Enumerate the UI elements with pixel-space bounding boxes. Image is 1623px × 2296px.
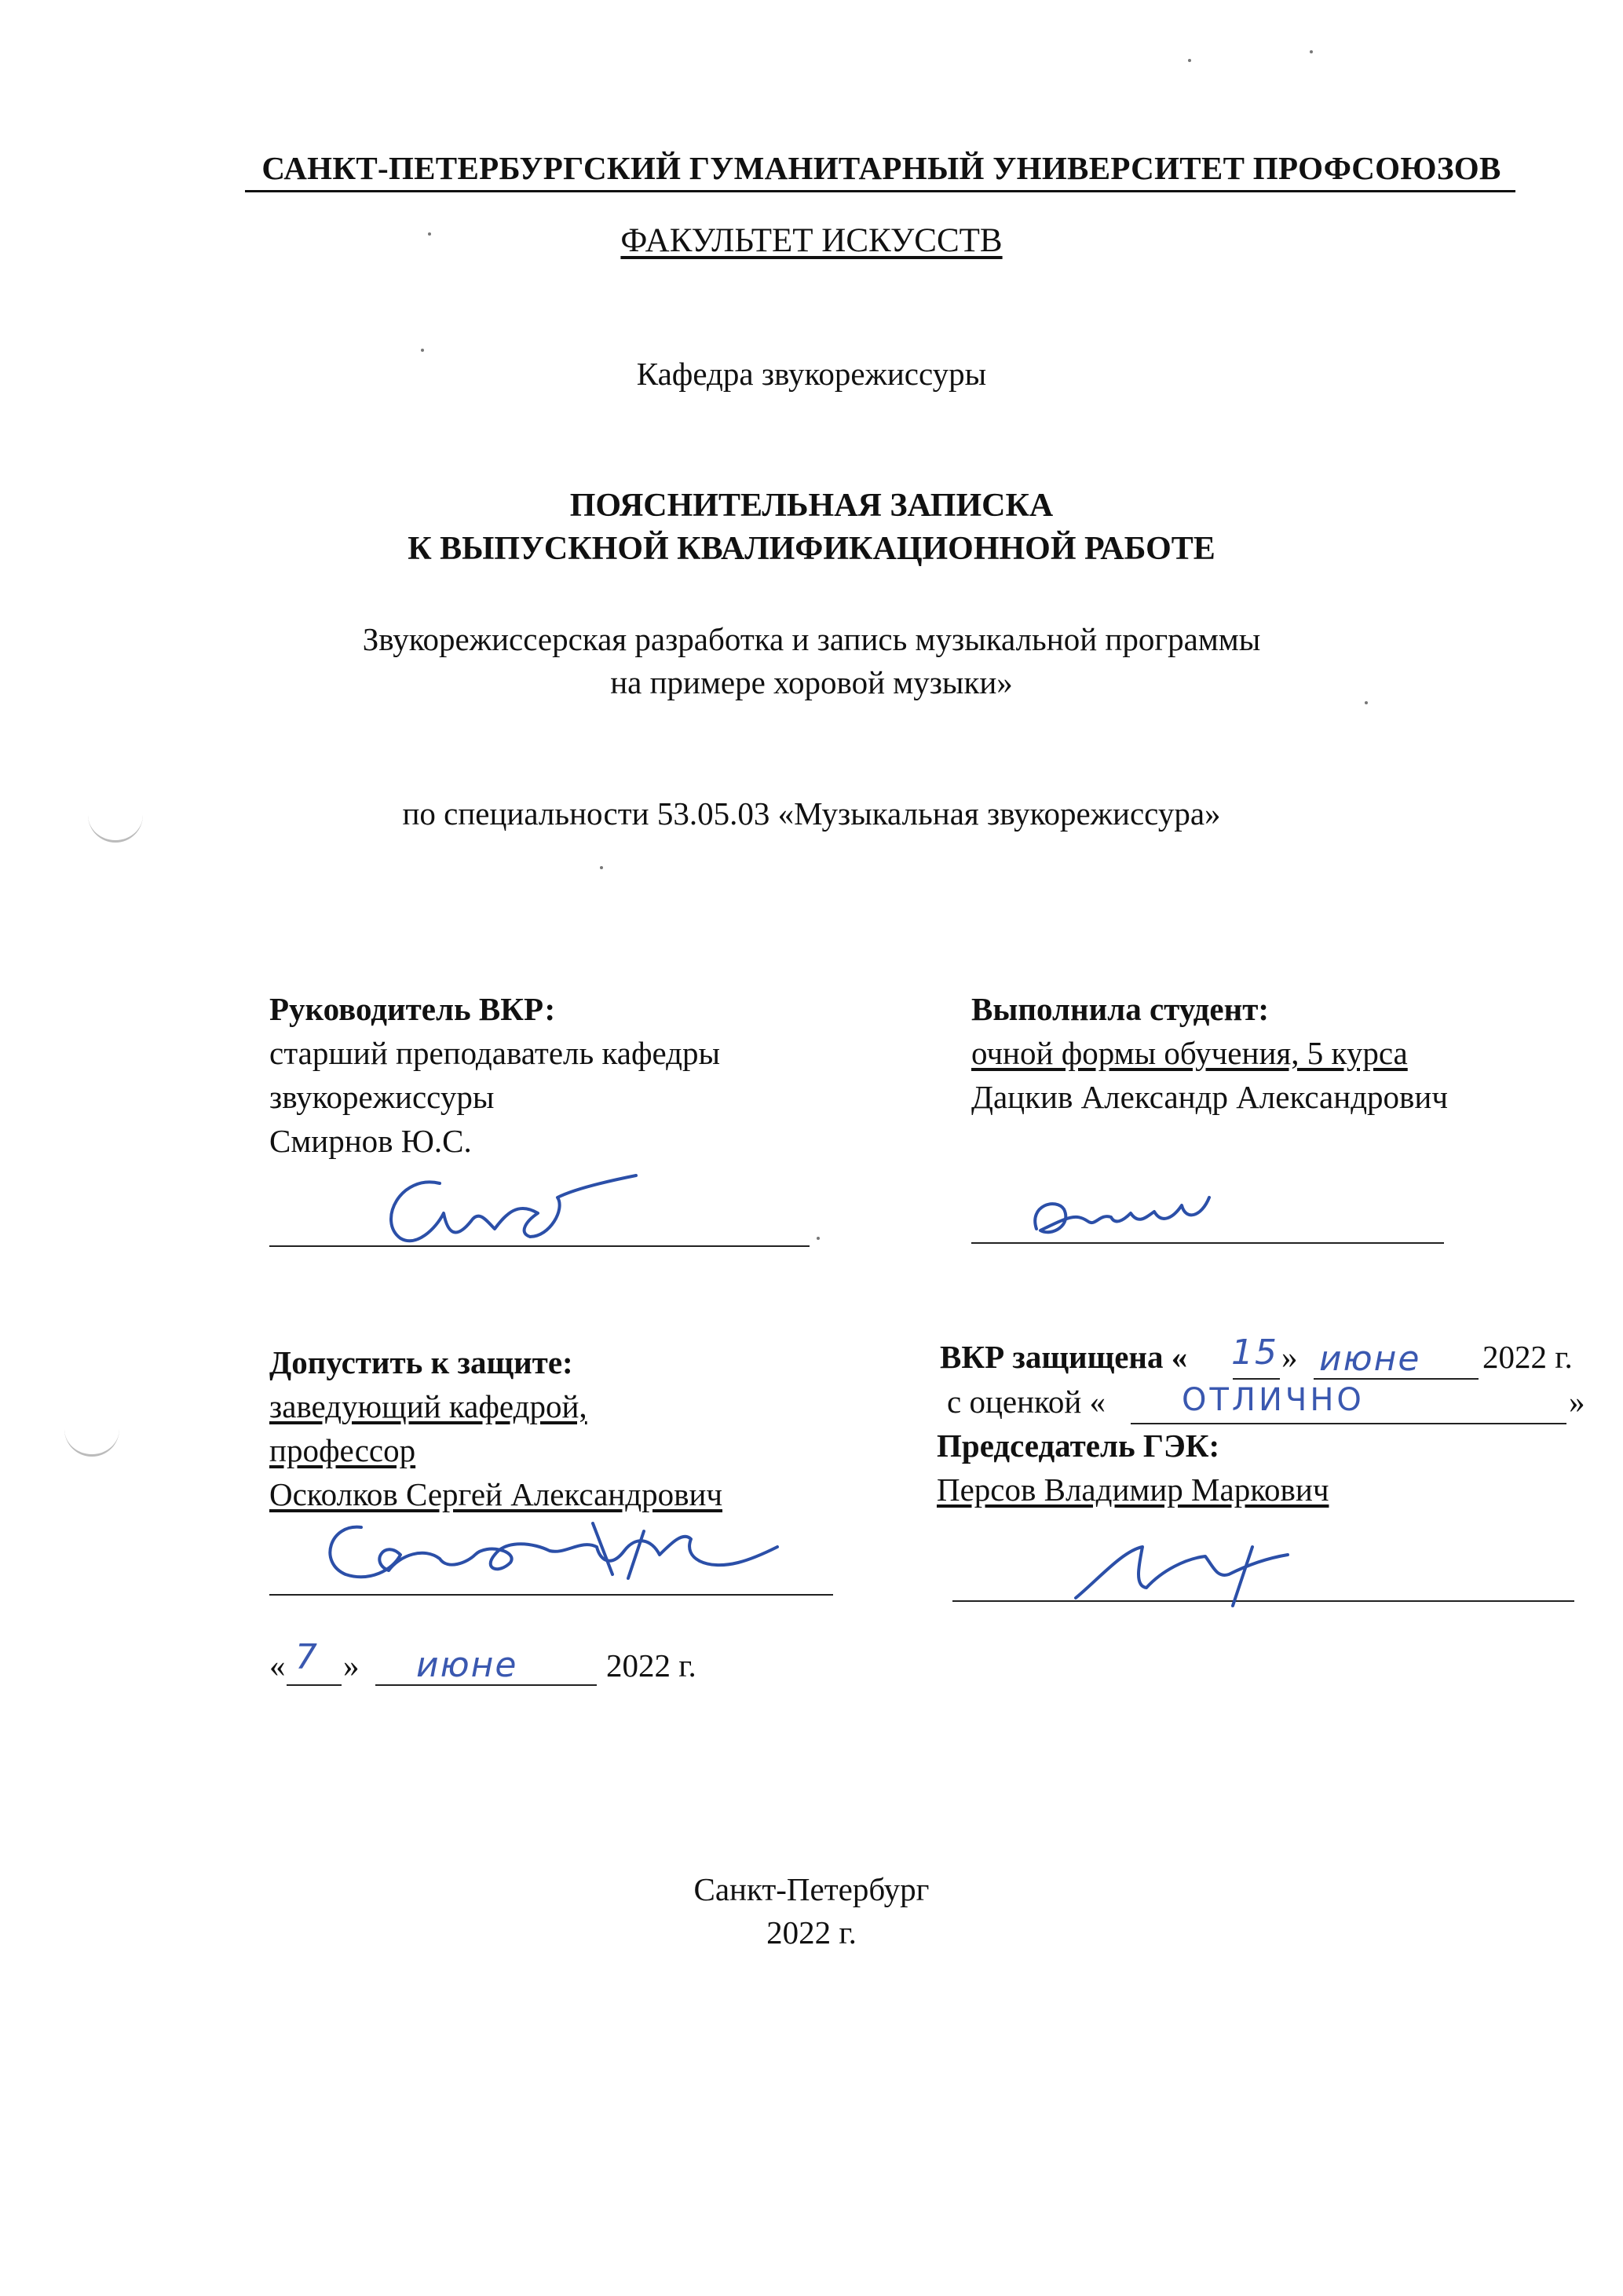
student-heading: Выполнила студент: [971,991,1270,1027]
admission-month: июне [416,1645,518,1685]
admission-day: 7 [295,1637,319,1677]
admission-date-close: » [343,1647,360,1684]
chair-heading: Председатель ГЭК: [937,1428,1220,1464]
admission-heading: Допустить к защите: [269,1344,573,1380]
defense-date-prefix [940,1335,1187,1379]
scan-speck [421,349,424,352]
footer-year: 2022 г. [766,1914,857,1951]
admission-year: 2022 г. [606,1647,696,1684]
topic-line2: на примере хоровой музыки» [610,664,1013,700]
document-title-line1: ПОЯСНИТЕЛЬНАЯ ЗАПИСКА [569,488,1054,524]
topic-line1: Звукорежиссерская разработка и запись музыкальной программы [362,621,1261,657]
student-form: очной формы обучения, 5 курса [971,1035,1408,1071]
supervisor-name: Смирнов Ю.С. [269,1123,472,1159]
punch-hole-bottom [64,1423,119,1457]
grade-close: » [1569,1384,1585,1420]
student-block [971,987,1448,1119]
defense-month: июне [1319,1339,1421,1379]
admission-position-line1: заведующий кафедрой, [269,1388,587,1424]
header-rule [245,190,1515,192]
defense-day-line [1233,1378,1280,1380]
scan-speck [1188,59,1191,62]
chair-name: Персов Владимир Маркович [937,1472,1329,1508]
department-name: Кафедра звукорежиссуры [636,356,987,392]
chair-block [937,1424,1329,1512]
defense-day: 15 [1231,1333,1278,1373]
defense-heading: ВКР защищена « [940,1339,1188,1375]
document-title-line2: К ВЫПУСКНОЙ КВАЛИФИКАЦИОННОЙ РАБОТЕ [408,531,1215,567]
supervisor-block [269,987,720,1163]
grade-prefix: с оценкой « [947,1384,1106,1420]
student-signature [1021,1182,1225,1245]
admission-name: Осколков Сергей Александрович [269,1476,723,1512]
defense-date-close: » [1281,1339,1298,1375]
scan-speck [1365,701,1368,704]
admission-position-line2: профессор [269,1432,416,1468]
specialty: по специальности 53.05.03 «Музыкальная звукорежиссура» [402,795,1221,832]
admission-date-open: « [269,1647,286,1684]
student-name: Дацкив Александр Александрович [971,1079,1448,1115]
scan-speck [600,866,603,869]
admission-block [269,1340,722,1516]
university-name: САНКТ-ПЕТЕРБУРГСКИЙ ГУМАНИТАРНЫЙ УНИВЕРСИТЕТ ПРОФСОЮЗОВ [261,150,1501,186]
supervisor-position-line1: старший преподаватель кафедры [269,1035,721,1071]
faculty-name: ФАКУЛЬТЕТ ИСКУССТВ [620,222,1003,259]
admission-day-line [287,1684,342,1686]
supervisor-position-line2: звукорежиссуры [269,1079,495,1115]
scan-speck [817,1237,820,1240]
admission-signature [314,1508,785,1594]
admission-signature-line [269,1594,833,1596]
grade-value: ОТЛИЧНО [1182,1382,1365,1418]
defense-year: 2022 г. [1482,1339,1573,1375]
supervisor-heading: Руководитель ВКР: [269,991,556,1027]
footer-city: Санкт-Петербург [693,1871,930,1907]
scan-speck [1310,50,1313,53]
chair-signature [1068,1531,1303,1610]
supervisor-signature [369,1166,652,1252]
